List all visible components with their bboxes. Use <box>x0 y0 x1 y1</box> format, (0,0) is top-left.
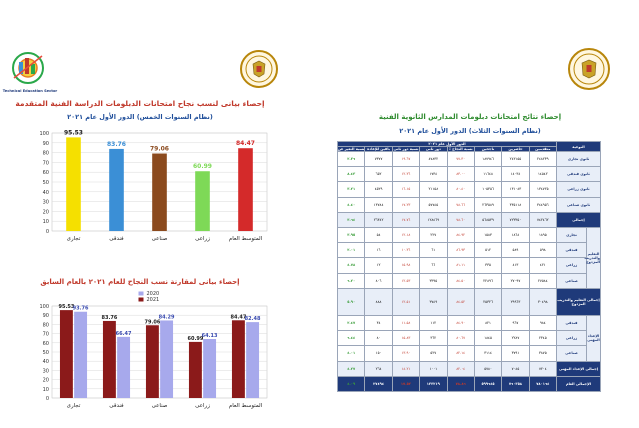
table-cell: ١٢.٣٦ <box>392 167 419 182</box>
table-cell: ٢٩٩٦٣ <box>502 288 529 315</box>
y-tick-label: 90 <box>42 313 49 320</box>
y-tick-label: 60 <box>42 170 49 177</box>
table-cell: ١٥.٨٣ <box>392 331 419 346</box>
table-cell: ٢١١٥٨ <box>420 182 447 197</box>
table-cell: ١٠٠١ <box>420 361 447 376</box>
table-row <box>338 316 601 331</box>
row-label: فندقى <box>557 316 587 331</box>
data-label: 64.13 <box>201 333 218 340</box>
logo-caption: Technical Education Sector <box>2 89 58 93</box>
table-cell: ٧٢٣٣٥٠ <box>502 212 529 227</box>
bar-2020 <box>74 312 87 398</box>
table-row <box>338 346 601 361</box>
x-tick-label: المتوسط العام <box>228 236 263 242</box>
eagle-emblem-icon <box>570 50 608 88</box>
bar <box>238 148 253 231</box>
data-label: 93.76 <box>72 305 89 312</box>
y-tick-label: 20 <box>42 377 49 384</box>
table-cell: ٧٣٧٧ <box>365 152 392 167</box>
results-table <box>314 141 601 392</box>
y-tick-label: 70 <box>42 331 49 338</box>
table-row <box>338 273 601 288</box>
table-cell: ١٢٨٤٦٩ <box>420 212 447 227</box>
table-cell: ٢٣٤٥ <box>529 331 556 346</box>
table-cell: ٣١١٤ <box>474 346 501 361</box>
table-cell: ٢٤٨٢٣٩ <box>529 152 556 167</box>
data-label: 83.76 <box>101 314 118 321</box>
bar-2020 <box>246 322 259 398</box>
y-tick-label: 20 <box>42 209 49 216</box>
table-row <box>338 288 601 315</box>
x-tick-label: المتوسط العام <box>228 403 263 409</box>
table-cell: ١٥٠ <box>365 346 392 361</box>
table-cell: ٥٩٩٦٤٥ <box>474 376 501 391</box>
comparison-bar-chart <box>30 290 275 420</box>
table-cell: ١٨٧٩٤٦ <box>474 152 501 167</box>
x-tick-label: زراعى <box>195 403 210 409</box>
right-table-title: إحصاء نتائج امتحانات دبلومات المدارس الثانوية الفنية <box>378 113 562 121</box>
table-cell: ٩٨٤ <box>529 316 556 331</box>
table-cell: ١٥٨٣ <box>474 227 501 242</box>
table-cell: ١٨٤٥ <box>474 331 501 346</box>
table-cell: ٢٦٣٥٨٩ <box>474 197 501 212</box>
table-row <box>338 243 601 258</box>
y-tick-label: 10 <box>42 386 49 393</box>
row-label: ثانوى صناعى <box>557 197 601 212</box>
table-cell: ٥.٩٠ <box>338 288 365 315</box>
table-cell: ٣٤ <box>365 316 392 331</box>
legend-label: 2021 <box>146 297 160 303</box>
table-cell: ١٩.٦٧ <box>392 152 419 167</box>
table-cell: ٧٦٠٣٥٨ <box>502 376 529 391</box>
table-cell: ١٨٦٤ <box>502 227 529 242</box>
table-cell: ٨٠٦ <box>365 273 392 288</box>
data-label: 83.76 <box>107 140 126 148</box>
table-cell: ١٥.٩٨ <box>392 258 419 273</box>
x-tick-label: زراعى <box>195 236 210 242</box>
table-cell: ٥٢٧ <box>420 346 447 361</box>
table-cell: ١٤.٢١ <box>392 361 419 376</box>
row-label: الإجمالى العام <box>557 376 601 391</box>
y-tick-label: 0 <box>45 229 49 235</box>
table-cell: ٨٢١ <box>474 316 501 331</box>
row-label: ثانوى زراعى <box>557 182 601 197</box>
table-cell: ٨٠ <box>365 331 392 346</box>
table-row <box>338 167 601 182</box>
table-cell: ٤.٠٩ <box>338 376 365 391</box>
bar <box>195 171 210 231</box>
table-cell: ١٢.١٨ <box>392 227 419 242</box>
table-cell: ٥١٢ <box>474 243 501 258</box>
table-cell: ١٦ <box>365 243 392 258</box>
table-cell: ١٣.٩٠ <box>392 346 419 361</box>
table-cell: ٨.٤٣ <box>338 167 365 182</box>
legend-swatch <box>139 292 144 296</box>
row-label: زراعى <box>557 258 587 273</box>
table-cell: ٣٤٤٩٥٦ <box>529 197 556 212</box>
x-tick-label: صناعى <box>151 236 168 242</box>
data-label: 60.99 <box>187 335 204 342</box>
row-label: زراعى <box>557 331 587 346</box>
table-cell: ١٣٣٢١٩ <box>420 376 447 391</box>
x-tick-label: فندقى <box>109 236 124 242</box>
table-cell: ١٠.٣٦ <box>392 243 419 258</box>
y-tick-label: 10 <box>42 219 49 226</box>
gear-logo-icon <box>6 48 50 90</box>
bar <box>66 137 81 231</box>
bar <box>109 149 124 231</box>
table-cell: ٩٦٧ <box>502 316 529 331</box>
table-cell: ٤٧٨٣٢ <box>420 152 447 167</box>
table-cell: ٣.٦٤ <box>338 212 365 227</box>
table-cell: ٢٢٨٧ <box>502 331 529 346</box>
table-cell: ١١٦٤٨ <box>474 167 501 182</box>
table-cell: ٨٤.٩٢ <box>447 227 474 242</box>
table-cell: ٨٣.٠٠ <box>447 167 474 182</box>
table-cell: ٨٠.٦٧ <box>447 331 474 346</box>
bar-2021 <box>232 320 245 398</box>
bar-2021 <box>146 325 159 398</box>
table-row <box>338 227 601 242</box>
table-cell: ١٠٥٣٥٦ <box>474 182 501 197</box>
y-tick-label: 40 <box>42 359 49 366</box>
table-cell: ٢٢٧ <box>420 227 447 242</box>
table-cell: ٨٠.٤٠ <box>447 182 474 197</box>
table-row <box>338 152 601 167</box>
eagle-emblem-icon <box>242 52 276 86</box>
y-tick-label: 40 <box>42 189 49 196</box>
table-cell: ٧٨.٦٠ <box>447 212 474 227</box>
row-group-label: التعليم والتدريب المزدوج <box>587 227 601 288</box>
header-repeat: باقين للإعادة <box>365 147 392 152</box>
table-cell: ٥٨٩ <box>502 243 529 258</box>
table-cell: ٨٤.٩٠ <box>447 316 474 331</box>
bar-2020 <box>203 339 216 398</box>
table-row <box>338 212 601 227</box>
table-cell: ٦٥٢ <box>365 167 392 182</box>
table-cell: ٨٦.٩٣ <box>447 243 474 258</box>
comparison-chart-title: إحصاء بيانى لمقارنة نسب النجاح للعام ٢٠٢١ بالعام السابق <box>40 278 240 286</box>
y-tick-label: 30 <box>42 199 49 206</box>
data-label: 84.47 <box>230 314 247 321</box>
table-cell: ٢.٣٦ <box>338 152 365 167</box>
table-cell: ١٤٠٣٤ <box>502 167 529 182</box>
header-attendees: حاضرين <box>502 147 529 152</box>
table-cell: ٢٥٣٢٦ <box>474 288 501 315</box>
data-label: 60.99 <box>193 163 212 171</box>
x-tick-label: تجارى <box>66 403 81 409</box>
table-cell: ١١٢ <box>420 316 447 331</box>
table-cell: ١٣١٠٤٣ <box>502 182 529 197</box>
table-cell: ٢٧٠٩٧ <box>502 273 529 288</box>
table-cell: ٣٧٤٩ <box>420 288 447 315</box>
table-cell: ٣.٢١ <box>338 182 365 197</box>
left-chart-subtitle: (نظام السنوات الخمس) الدور الأول عام ٢٠٢١ <box>67 113 213 121</box>
left-chart-title: إحصاء بيانى لنسب نجاح امتحانات الدبلومات الدراسة الفنية المتقدمة <box>15 99 265 108</box>
header-type: النوعية <box>557 142 601 152</box>
table-cell: ٤٢١ <box>529 258 556 273</box>
row-label: صناعى <box>557 346 587 361</box>
table-cell: ١٦.١٥ <box>392 182 419 197</box>
table-cell: ١٧٣٤ <box>420 167 447 182</box>
row-label: تجارى <box>557 227 587 242</box>
table-cell: ١٨٩٥ <box>529 227 556 242</box>
table-cell: ٤١٣ <box>502 258 529 273</box>
table-cell: ١٢.٥٣ <box>392 273 419 288</box>
table-cell: ٤.٠١ <box>338 346 365 361</box>
table-cell: ١٣٤٧٢٥ <box>529 182 556 197</box>
x-tick-label: تجارى <box>66 236 81 242</box>
bar-2021 <box>60 310 73 398</box>
data-label: 79.06 <box>144 319 161 326</box>
table-cell: ٨٢.٠٤ <box>447 361 474 376</box>
table-row <box>338 331 601 346</box>
header-pass-rate: نسبة النجاح ٪ <box>448 147 473 151</box>
x-tick-label: صناعى <box>151 403 168 409</box>
table-cell: ١٤٥٤٢ <box>529 167 556 182</box>
table-cell: ٥٦٨٥٣٩ <box>474 212 501 227</box>
data-label: 79.06 <box>150 145 169 153</box>
table-cell: ٢٦٣٤٢ <box>365 212 392 227</box>
table-cell: ٣٦٢ <box>420 331 447 346</box>
table-cell: ٢٤٣١٥٥ <box>502 152 529 167</box>
bar-2021 <box>103 321 116 398</box>
table-cell: ٢٧٥٨٤ <box>529 273 556 288</box>
table-cell: ٤٥٢٩ <box>365 182 392 197</box>
row-label: ثانوى تجارى <box>557 152 601 167</box>
x-tick-label: فندقى <box>109 403 124 409</box>
table-cell: ٨١.١١ <box>447 258 474 273</box>
y-tick-label: 50 <box>42 180 49 186</box>
row-label: إجمالى <box>557 212 601 227</box>
table-cell: ٣٣٩٥ <box>420 273 447 288</box>
header-second-rate: نسبة دور ثانى <box>393 147 419 151</box>
table-cell: ٣٧٩١ <box>502 346 529 361</box>
y-tick-label: 80 <box>42 322 49 329</box>
table-cell: ٥٩٨ <box>529 243 556 258</box>
table-cell: ٢.٤٧ <box>338 316 365 331</box>
data-label: 82.48 <box>244 316 261 323</box>
table-cell: ١٧.٧٦ <box>392 212 419 227</box>
y-tick-label: 100 <box>39 304 49 310</box>
table-cell: ٥٧٨٠ <box>474 361 501 376</box>
table-cell: ٣٣٥ <box>474 258 501 273</box>
table-cell: ٣.٩٥ <box>338 227 365 242</box>
table-cell: ١٧.٢٣ <box>392 197 419 212</box>
table-cell: ٤.٤٠ <box>338 197 365 212</box>
row-label: فندقى <box>557 243 587 258</box>
table-cell: ١١.٥٨ <box>392 316 419 331</box>
ministry-seal-right <box>568 48 610 90</box>
table-cell: ٣٨٧٥ <box>529 346 556 361</box>
table-cell: ١٣٧٨٤ <box>365 197 392 212</box>
row-label: إجمالى التعليم والتدريب المزدوج <box>557 288 601 315</box>
legend-swatch <box>139 298 144 302</box>
table-cell: ٧٧.٣٠ <box>447 152 474 167</box>
data-label: 84.29 <box>158 314 175 321</box>
header-change: نسبة التغير عن العام السابق <box>314 147 365 151</box>
header-top: الدور الأول عام ٢٠٢١ <box>338 142 557 147</box>
table-cell: ٦٦ <box>420 258 447 273</box>
table-row <box>338 197 601 212</box>
row-label: ثانوى فندقى <box>557 167 601 182</box>
data-label: 95.53 <box>64 129 83 137</box>
table-cell: ٥٧٧٤٥ <box>420 197 447 212</box>
header-passed: ناجحين <box>474 147 501 152</box>
table-cell: ٤.٢٧ <box>338 361 365 376</box>
table-cell: ٧٨.٨٦ <box>447 376 474 391</box>
table-row <box>338 258 601 273</box>
data-label: 84.47 <box>236 140 255 148</box>
table-cell: ٢٢٨٩٦ <box>474 273 501 288</box>
table-cell: ٤.٧٨ <box>338 258 365 273</box>
right-table-subtitle: (نظام السنوات الثلاث) الدور الأول عام ٢٠٢١ <box>399 127 541 135</box>
bar-2020 <box>160 320 173 398</box>
table-row <box>338 182 601 197</box>
y-tick-label: 30 <box>42 368 49 375</box>
legend-label: 2020 <box>146 291 160 297</box>
bar <box>152 154 167 231</box>
table-cell: ٦١ <box>420 243 447 258</box>
bar-2020 <box>117 337 130 398</box>
header-second-round: دور ثانى <box>420 147 447 152</box>
table-cell: ٧٨.٦٦ <box>447 197 474 212</box>
table-cell: ٨٢.١٤ <box>447 346 474 361</box>
data-label: 66.47 <box>115 330 132 337</box>
table-cell: ١٢ <box>365 258 392 273</box>
table-cell: ٣٠٤٩٨ <box>529 288 556 315</box>
table-cell: ١٧.٥٢ <box>392 376 419 391</box>
table-cell: ٧٢٠٤ <box>529 361 556 376</box>
table-cell: ٧٤٢٤٦٢ <box>529 212 556 227</box>
technical-education-logo <box>6 48 50 90</box>
table-cell: ١٢.٥١ <box>392 288 419 315</box>
table-cell: ٨٤.٥٢ <box>447 288 474 315</box>
y-tick-label: 0 <box>45 396 49 402</box>
row-group-label: الإعداد المهنى <box>587 316 601 362</box>
table-row <box>338 361 601 376</box>
table-cell: ٥٤ <box>365 227 392 242</box>
pass-rate-bar-chart <box>30 123 275 253</box>
table-cell: ٧٠٤٥ <box>502 361 529 376</box>
y-tick-label: 100 <box>39 131 49 137</box>
row-label: صناعى <box>557 273 587 288</box>
table-cell: ٦.٢٠ <box>338 273 365 288</box>
table-cell: ٢٧٤٩٤ <box>365 376 392 391</box>
table-cell: ٢٦٤ <box>365 361 392 376</box>
ministry-seal-left <box>240 50 278 88</box>
y-tick-label: 90 <box>42 140 49 147</box>
table-cell: ٨٤.٥٠ <box>447 273 474 288</box>
table-cell: ٦.٤٤ <box>338 331 365 346</box>
bar-2021 <box>189 342 202 398</box>
data-label: 95.53 <box>58 304 75 311</box>
table-row <box>338 376 601 391</box>
y-tick-label: 50 <box>42 350 49 356</box>
table-cell: ٨٨٨ <box>365 288 392 315</box>
header-applicants: متقدمين <box>529 147 556 152</box>
y-tick-label: 80 <box>42 150 49 157</box>
y-tick-label: 60 <box>42 340 49 347</box>
y-tick-label: 70 <box>42 160 49 167</box>
table-cell: ٢.٠١ <box>338 243 365 258</box>
table-cell: ٣٣٥١١٨ <box>502 197 529 212</box>
row-label: إجمالى الإعداد المهنى <box>557 361 601 376</box>
table-cell: ٧٨٠١٦٤ <box>529 376 556 391</box>
